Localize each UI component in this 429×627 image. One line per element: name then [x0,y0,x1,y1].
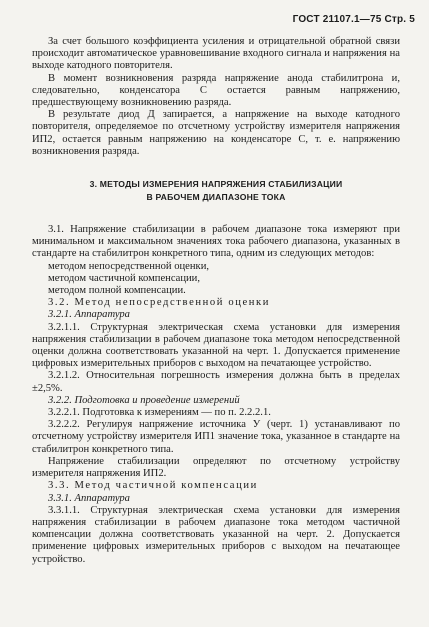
page-header: ГОСТ 21107.1—75 Стр. 5 [292,14,415,25]
paragraph-3-2-2-2: 3.2.2.2. Регулируя напряжение источника У (черт. 1) устанавливают по отсчетному устройству измерителя ИП1 значение тока, указанное в стандарте на стабилитрон конкретного типа. [32,419,400,455]
method-item-direct: методом непосредственной оценки, [48,260,210,272]
paragraph-discharge-moment: В момент возникновения разряда напряжение анода стабилитрона и, следовательно, конденсатора С остается равным напряжению, предшествующему возникновению разряда. [32,72,400,109]
paragraph-3-3-1-1: 3.3.1.1. Структурная электрическая схема установки для измерения напряжения стабилизации в рабочем диапазоне тока методом частичной компенсации должна соответствовать указанной на черт. 2. Допускается применение цифровых измерительных приборов с выходом на печатающее устройство. [32,504,400,565]
heading-3-2-1: 3.2.1. Аппаратура [48,309,130,321]
heading-3-3: 3.3. Метод частичной компенсации [48,480,258,492]
paragraph-feedback: За счет большого коэффициента усиления и отрицательной обратной связи происходит автоматическое уравновешивание входного сигнала и напряжения на выходе катодного повторителя. [32,36,400,72]
section-title-line2: В РАБОЧЕМ ДИАПАЗОНЕ ТОКА [146,192,286,203]
method-item-full: методом полной компенсации. [48,285,186,297]
heading-3-2-2: 3.2.2. Подготовка и проведение измерений [48,394,240,406]
paragraph-3-2-2-1: 3.2.2.1. Подготовка к измерениям — по п. 2.2.2.1. [48,407,271,419]
paragraph-3-2-1-2: 3.2.1.2. Относительная погрешность измерения должна быть в пределах ±2,5%. [32,370,400,394]
paragraph-3-1: 3.1. Напряжение стабилизации в рабочем диапазоне тока измеряют при минимальном и максимальном значениях тока рабочего диапазона, указанных в стандарте на стабилитрон конкретного типа, одним из следующих методов: [32,224,400,260]
method-item-partial: методом частичной компенсации, [48,272,201,284]
paragraph-diode-result: В результате диод Д запирается, а напряжение на выходе катодного повторителя, определяемое по отсчетному устройству измерителя напряжения ИП2, остается равным напряжению на конденсаторе С, т. е. напряжению возникновения разряда. [32,109,400,157]
paragraph-3-2-1-1: 3.2.1.1. Структурная электрическая схема установки для измерения напряжения стабилизации в рабочем диапазоне тока методом непосредственной оценки должна соответствовать указанной на черт. 1. Допускается применение цифровых измерительных приборов с выходом на печатающее устройство. [32,321,400,370]
page-body [32,36,400,566]
heading-3-3-1: 3.3.1. Аппаратура [48,492,130,504]
heading-3-2: 3.2. Метод непосредственной оценки [48,297,271,309]
paragraph-determination: Напряжение стабилизации определяют по отсчетному устройству измерителя напряжения ИП2. [32,455,400,480]
section-title-line1: 3. МЕТОДЫ ИЗМЕРЕНИЯ НАПРЯЖЕНИЯ СТАБИЛИЗАЦИИ [89,179,343,190]
